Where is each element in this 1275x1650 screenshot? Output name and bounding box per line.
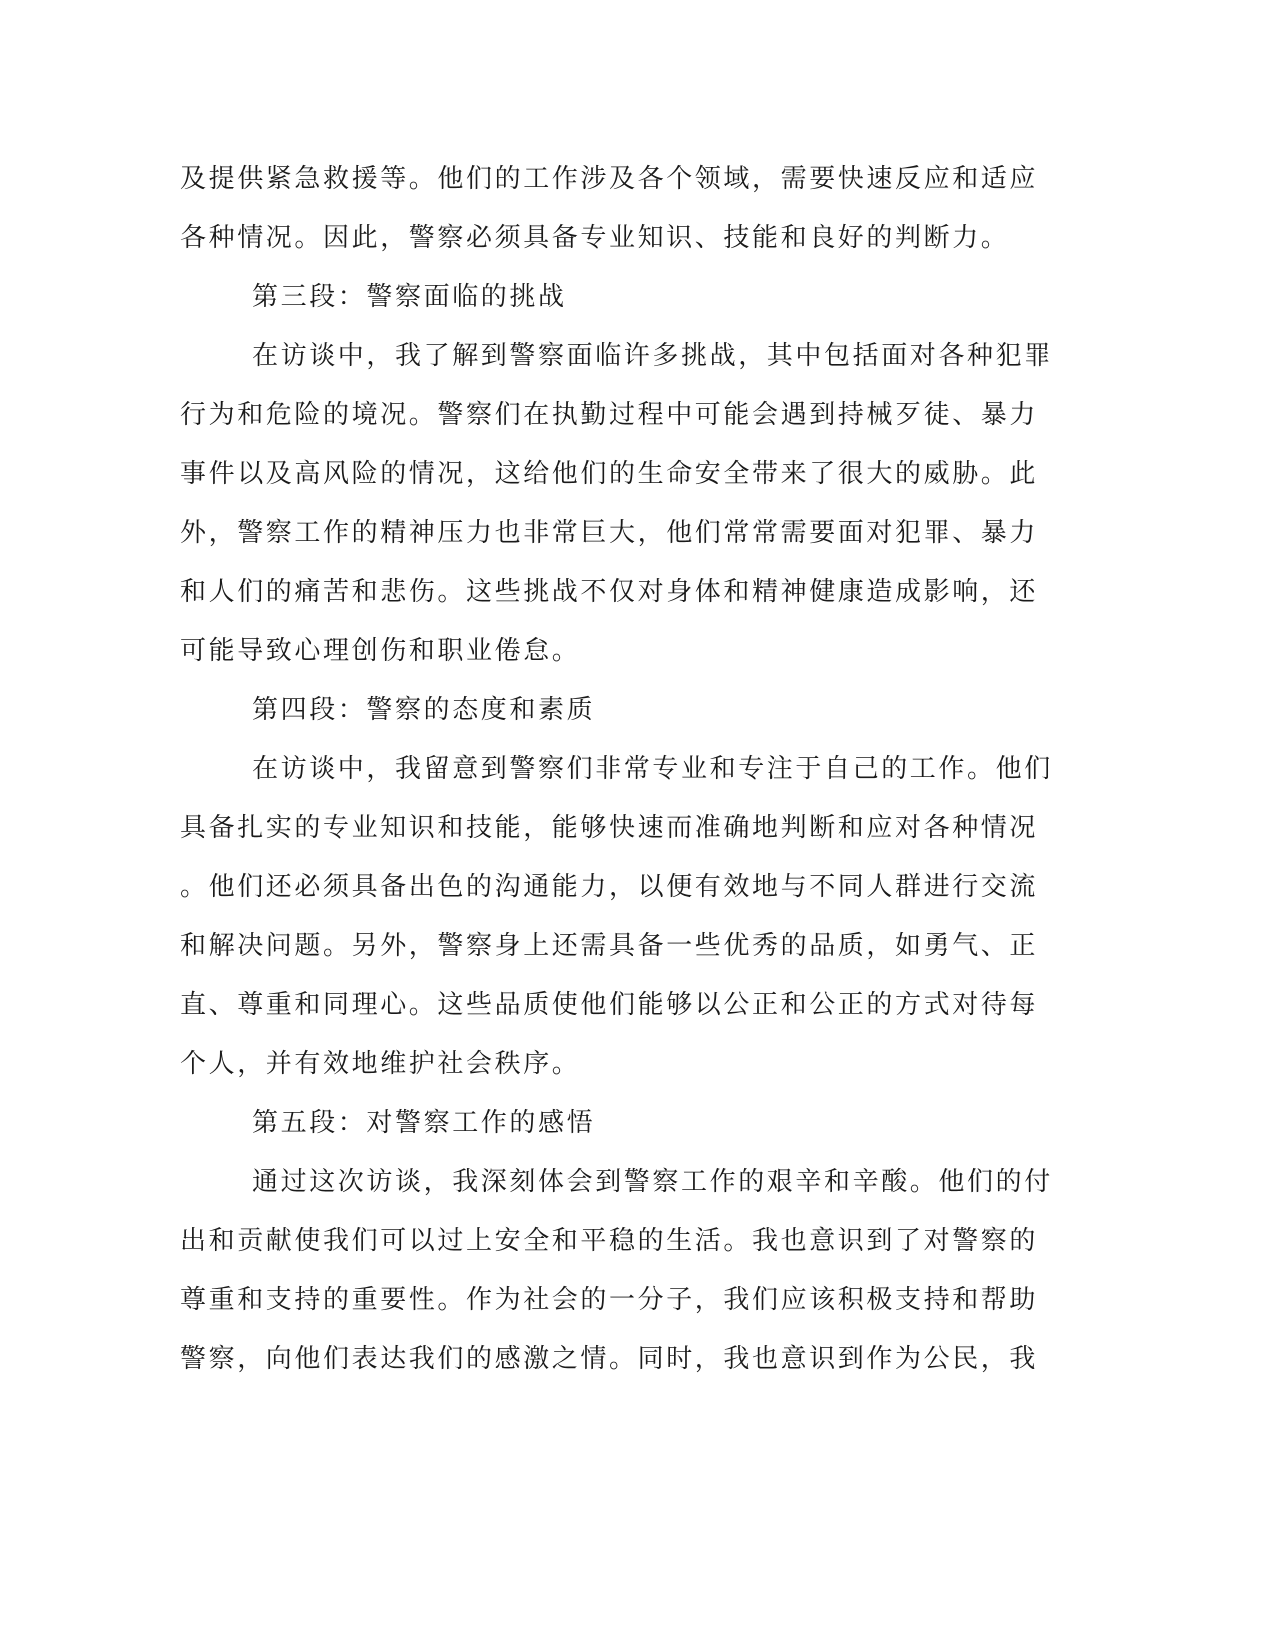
body-line: 各种情况。因此，警察必须具备专业知识、技能和良好的判断力。 [180,223,1010,253]
body-line: 外，警察工作的精神压力也非常巨大，他们常常需要面对犯罪、暴力 [180,518,1039,548]
body-line: 出和贡献使我们可以过上安全和平稳的生活。我也意识到了对警察的 [180,1226,1039,1256]
body-line: 和人们的痛苦和悲伤。这些挑战不仅对身体和精神健康造成影响，还 [180,577,1039,607]
body-line: 具备扎实的专业知识和技能，能够快速而准确地判断和应对各种情况 [180,813,1039,843]
section-heading: 第四段：警察的态度和素质 [252,695,596,725]
body-line: 直、尊重和同理心。这些品质使他们能够以公正和公正的方式对待每 [180,990,1039,1020]
body-line: 行为和危险的境况。警察们在执勤过程中可能会遇到持械歹徒、暴力 [180,400,1039,430]
section-heading: 第三段：警察面临的挑战 [252,282,567,312]
body-line: 尊重和支持的重要性。作为社会的一分子，我们应该积极支持和帮助 [180,1285,1039,1315]
body-line: 及提供紧急救援等。他们的工作涉及各个领域，需要快速反应和适应 [180,164,1039,194]
section-heading: 第五段：对警察工作的感悟 [252,1108,596,1138]
body-line: 个人，并有效地维护社会秩序。 [180,1049,581,1079]
body-line: 可能导致心理创伤和职业倦怠。 [180,636,581,666]
body-line: 警察，向他们表达我们的感激之情。同时，我也意识到作为公民，我 [180,1344,1039,1374]
paragraph-first-line: 在访谈中，我了解到警察面临许多挑战，其中包括面对各种犯罪 [252,341,1053,371]
paragraph-first-line: 在访谈中，我留意到警察们非常专业和专注于自己的工作。他们 [252,754,1053,784]
body-line: 事件以及高风险的情况，这给他们的生命安全带来了很大的威胁。此 [180,459,1039,489]
body-line: 和解决问题。另外，警察身上还需具备一些优秀的品质，如勇气、正 [180,931,1039,961]
paragraph-first-line: 通过这次访谈，我深刻体会到警察工作的艰辛和辛酸。他们的付 [252,1167,1053,1197]
document-page [180,150,1053,1389]
body-line: 。他们还必须具备出色的沟通能力，以便有效地与不同人群进行交流 [180,872,1039,902]
